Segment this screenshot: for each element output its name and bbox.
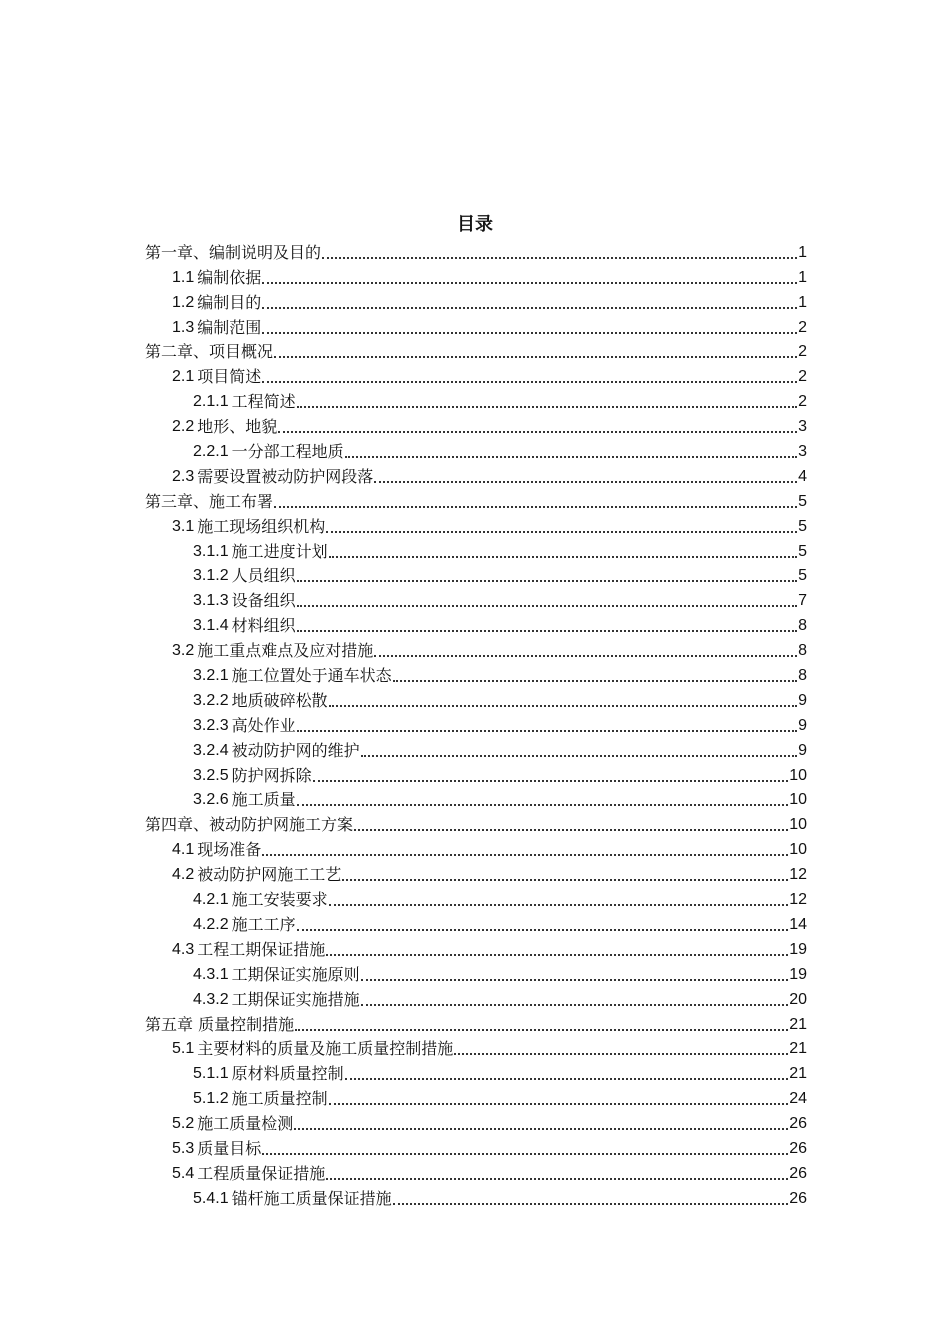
toc-entry-title: 原材料质量控制 bbox=[231, 1064, 344, 1084]
toc-entry-number: 2.3 bbox=[172, 467, 195, 485]
toc-entry-page: 9 bbox=[798, 716, 807, 734]
toc-entry[interactable] bbox=[145, 711, 807, 736]
toc-entry-title: 地形、地貌 bbox=[197, 417, 278, 437]
toc-entry-number: 3.2.5 bbox=[193, 766, 229, 784]
toc-dot-leader bbox=[262, 332, 797, 334]
toc-entry-page: 19 bbox=[789, 965, 807, 983]
toc-entry-page: 8 bbox=[798, 642, 807, 660]
toc-entry[interactable] bbox=[145, 1184, 807, 1209]
toc-entry-title: 质量目标 bbox=[197, 1138, 262, 1158]
toc-entry-number: 5.1 bbox=[172, 1040, 195, 1058]
toc-entry-title: 高处作业 bbox=[231, 715, 296, 735]
toc-dot-leader bbox=[294, 1128, 788, 1130]
toc-dot-leader bbox=[297, 406, 797, 408]
toc-entry-number: 3.2.1 bbox=[193, 667, 229, 685]
toc-entry-number: 1.2 bbox=[172, 293, 195, 311]
toc-dot-leader bbox=[345, 456, 797, 458]
toc-entry-title: 锚杆施工质量保证措施 bbox=[231, 1188, 392, 1208]
toc-entry-title: 工期保证实施措施 bbox=[231, 989, 360, 1009]
toc-entry[interactable] bbox=[145, 238, 807, 263]
toc-dot-leader bbox=[329, 1103, 789, 1105]
toc-dot-leader bbox=[313, 780, 789, 782]
toc-entry-title: 施工质量控制 bbox=[231, 1089, 328, 1109]
toc-entry-title: 主要材料的质量及施工质量控制措施 bbox=[197, 1039, 454, 1059]
toc-dot-leader bbox=[361, 1004, 789, 1006]
toc-entry-title: 施工进度计划 bbox=[231, 541, 328, 561]
toc-entry-page: 21 bbox=[789, 1065, 807, 1083]
toc-entry-title: 施工现场组织机构 bbox=[197, 516, 326, 536]
toc-entry-title: 第三章、施工布署 bbox=[145, 491, 274, 511]
toc-dot-leader bbox=[326, 954, 788, 956]
toc-dot-leader bbox=[262, 1153, 788, 1155]
toc-entry-number: 5.4.1 bbox=[193, 1189, 229, 1207]
toc-dot-leader bbox=[374, 655, 797, 657]
toc-dot-leader bbox=[361, 979, 789, 981]
toc-entry-number: 3.2 bbox=[172, 642, 195, 660]
toc-entry-title: 设备组织 bbox=[231, 591, 296, 611]
toc-entry-title: 一分部工程地质 bbox=[231, 442, 344, 462]
toc-dot-leader bbox=[393, 1203, 789, 1205]
toc-entry-page: 14 bbox=[789, 915, 807, 933]
toc-dot-leader bbox=[345, 1078, 789, 1080]
toc-entry-page: 10 bbox=[789, 841, 807, 859]
toc-entry-title: 施工质量 bbox=[231, 790, 296, 810]
toc-entry[interactable] bbox=[145, 860, 807, 885]
toc-entry-page: 8 bbox=[798, 667, 807, 685]
toc-entry-title: 地质破碎松散 bbox=[231, 690, 328, 710]
toc-entry[interactable] bbox=[145, 1109, 807, 1134]
toc-entry-page: 19 bbox=[789, 940, 807, 958]
toc-entry[interactable] bbox=[145, 462, 807, 487]
toc-entry-page: 9 bbox=[798, 741, 807, 759]
toc-entry-number: 3.2.2 bbox=[193, 691, 229, 709]
toc-entry-title: 施工质量检测 bbox=[197, 1114, 294, 1134]
toc-entry[interactable] bbox=[145, 537, 807, 562]
toc-entry-number: 4.2 bbox=[172, 866, 195, 884]
toc-entry-number: 3.1.3 bbox=[193, 592, 229, 610]
toc-entry-page: 5 bbox=[798, 492, 807, 510]
toc-dot-leader bbox=[297, 605, 797, 607]
toc-dot-leader bbox=[354, 829, 788, 831]
toc-entry-page: 2 bbox=[798, 368, 807, 386]
toc-entry-number: 5.3 bbox=[172, 1139, 195, 1157]
toc-entry[interactable] bbox=[145, 412, 807, 437]
toc-dot-leader bbox=[326, 1178, 788, 1180]
toc-entry-page: 26 bbox=[789, 1189, 807, 1207]
toc-dot-leader bbox=[278, 431, 797, 433]
toc-entry[interactable] bbox=[145, 661, 807, 686]
toc-entry-page: 10 bbox=[789, 766, 807, 784]
toc-entry-number: 4.1 bbox=[172, 841, 195, 859]
toc-entry-title: 需要设置被动防护网段落 bbox=[197, 466, 374, 486]
toc-entry[interactable] bbox=[145, 313, 807, 338]
toc-entry-page: 1 bbox=[798, 268, 807, 286]
toc-entry[interactable] bbox=[145, 338, 807, 363]
toc-entry-title: 编制范围 bbox=[197, 317, 262, 337]
toc-entry-title: 现场准备 bbox=[197, 840, 262, 860]
toc-dot-leader bbox=[262, 854, 788, 856]
toc-entry-page: 24 bbox=[789, 1090, 807, 1108]
toc-entry-page: 10 bbox=[789, 816, 807, 834]
toc-dot-leader bbox=[454, 1053, 788, 1055]
toc-entry-number: 4.3.2 bbox=[193, 990, 229, 1008]
toc-entry-number: 2.1.1 bbox=[193, 393, 229, 411]
toc-entry-page: 21 bbox=[789, 1040, 807, 1058]
toc-entry-number: 4.3 bbox=[172, 940, 195, 958]
toc-entry[interactable] bbox=[145, 761, 807, 786]
toc-entry-number: 3.1.2 bbox=[193, 567, 229, 585]
toc-entry[interactable] bbox=[145, 437, 807, 462]
toc-entry[interactable] bbox=[145, 562, 807, 587]
toc-entry[interactable] bbox=[145, 611, 807, 636]
toc-entry-number: 3.2.3 bbox=[193, 716, 229, 734]
toc-entry[interactable] bbox=[145, 935, 807, 960]
toc-entry[interactable] bbox=[145, 263, 807, 288]
toc-entry[interactable] bbox=[145, 910, 807, 935]
toc-entry-title: 被动防护网的维护 bbox=[231, 740, 360, 760]
toc-entry-number: 4.2.2 bbox=[193, 915, 229, 933]
toc-entry-page: 5 bbox=[798, 517, 807, 535]
toc-entry-title: 施工重点难点及应对措施 bbox=[197, 641, 374, 661]
toc-entry-number: 1.1 bbox=[172, 268, 195, 286]
toc-entry-page: 1 bbox=[798, 293, 807, 311]
toc-entry-page: 1 bbox=[798, 243, 807, 261]
toc-entry-number: 2.1 bbox=[172, 368, 195, 386]
toc-entry-page: 8 bbox=[798, 617, 807, 635]
toc-entry-number: 5.1.1 bbox=[193, 1065, 229, 1083]
table-of-contents bbox=[145, 238, 807, 1209]
toc-entry-title: 施工位置处于通车状态 bbox=[231, 666, 392, 686]
toc-entry[interactable] bbox=[145, 362, 807, 387]
toc-dot-leader bbox=[262, 307, 797, 309]
toc-entry-title: 工程工期保证措施 bbox=[197, 939, 326, 959]
toc-entry-page: 10 bbox=[789, 791, 807, 809]
toc-entry-page: 5 bbox=[798, 542, 807, 560]
toc-entry-page: 3 bbox=[798, 418, 807, 436]
toc-entry[interactable] bbox=[145, 387, 807, 412]
toc-entry-page: 26 bbox=[789, 1115, 807, 1133]
toc-entry-page: 2 bbox=[798, 393, 807, 411]
toc-entry[interactable] bbox=[145, 1010, 807, 1035]
toc-entry-number: 3.1.4 bbox=[193, 617, 229, 635]
toc-entry-number: 3.1.1 bbox=[193, 542, 229, 560]
toc-entry-number: 3.2.6 bbox=[193, 791, 229, 809]
toc-dot-leader bbox=[297, 730, 797, 732]
toc-entry-number: 5.1.2 bbox=[193, 1090, 229, 1108]
toc-entry-title: 第四章、被动防护网施工方案 bbox=[145, 815, 354, 835]
toc-entry-title: 第五章 质量控制措施 bbox=[145, 1014, 295, 1034]
toc-entry[interactable] bbox=[145, 1134, 807, 1159]
toc-dot-leader bbox=[262, 282, 797, 284]
toc-entry[interactable] bbox=[145, 835, 807, 860]
toc-entry-title: 工程质量保证措施 bbox=[197, 1163, 326, 1183]
toc-entry[interactable] bbox=[145, 487, 807, 512]
toc-entry-title: 材料组织 bbox=[231, 616, 296, 636]
toc-entry[interactable] bbox=[145, 686, 807, 711]
toc-entry[interactable] bbox=[145, 885, 807, 910]
toc-entry-page: 2 bbox=[798, 318, 807, 336]
toc-entry[interactable] bbox=[145, 1035, 807, 1060]
toc-entry-title: 编制目的 bbox=[197, 292, 262, 312]
toc-dot-leader bbox=[295, 1029, 788, 1031]
toc-entry[interactable] bbox=[145, 636, 807, 661]
toc-dot-leader bbox=[329, 705, 797, 707]
toc-entry-number: 3.2.4 bbox=[193, 741, 229, 759]
toc-entry-title: 第一章、编制说明及目的 bbox=[145, 242, 322, 262]
toc-entry-title: 第二章、项目概况 bbox=[145, 342, 274, 362]
toc-entry[interactable] bbox=[145, 1059, 807, 1084]
toc-entry[interactable] bbox=[145, 786, 807, 811]
toc-entry-number: 2.2.1 bbox=[193, 443, 229, 461]
toc-dot-leader bbox=[274, 506, 797, 508]
toc-entry[interactable] bbox=[145, 810, 807, 835]
toc-entry[interactable] bbox=[145, 1159, 807, 1184]
toc-entry-page: 21 bbox=[789, 1015, 807, 1033]
toc-entry[interactable] bbox=[145, 960, 807, 985]
toc-dot-leader bbox=[297, 580, 797, 582]
toc-dot-leader bbox=[326, 531, 797, 533]
toc-entry-title: 项目简述 bbox=[197, 367, 262, 387]
toc-dot-leader bbox=[393, 680, 797, 682]
toc-dot-leader bbox=[274, 356, 797, 358]
toc-entry-page: 2 bbox=[798, 343, 807, 361]
toc-dot-leader bbox=[297, 804, 789, 806]
toc-dot-leader bbox=[262, 381, 797, 383]
toc-entry-number: 2.2 bbox=[172, 418, 195, 436]
toc-entry-number: 5.2 bbox=[172, 1115, 195, 1133]
toc-entry-page: 12 bbox=[789, 891, 807, 909]
toc-entry-number: 4.2.1 bbox=[193, 891, 229, 909]
toc-entry-title: 防护网拆除 bbox=[231, 765, 312, 785]
toc-dot-leader bbox=[329, 904, 789, 906]
toc-dot-leader bbox=[329, 556, 797, 558]
toc-dot-leader bbox=[374, 481, 797, 483]
toc-entry-page: 7 bbox=[798, 592, 807, 610]
toc-entry-page: 4 bbox=[798, 467, 807, 485]
toc-entry[interactable] bbox=[145, 985, 807, 1010]
toc-entry-page: 26 bbox=[789, 1139, 807, 1157]
toc-entry-title: 人员组织 bbox=[231, 566, 296, 586]
toc-entry-page: 26 bbox=[789, 1164, 807, 1182]
toc-entry-page: 9 bbox=[798, 691, 807, 709]
toc-dot-leader bbox=[361, 755, 797, 757]
toc-entry[interactable] bbox=[145, 288, 807, 313]
toc-entry-number: 1.3 bbox=[172, 318, 195, 336]
toc-entry-number: 4.3.1 bbox=[193, 965, 229, 983]
toc-entry-page: 3 bbox=[798, 443, 807, 461]
toc-entry-title: 编制依据 bbox=[197, 267, 262, 287]
toc-entry-number: 5.4 bbox=[172, 1164, 195, 1182]
toc-entry[interactable] bbox=[145, 1084, 807, 1109]
toc-title: 目录 bbox=[457, 214, 493, 235]
toc-dot-leader bbox=[297, 630, 797, 632]
toc-entry-page: 5 bbox=[798, 567, 807, 585]
toc-entry-title: 施工安装要求 bbox=[231, 890, 328, 910]
toc-dot-leader bbox=[297, 929, 789, 931]
toc-entry-title: 工程简述 bbox=[231, 392, 296, 412]
toc-entry-number: 3.1 bbox=[172, 517, 195, 535]
toc-entry[interactable] bbox=[145, 512, 807, 537]
toc-entry[interactable] bbox=[145, 736, 807, 761]
toc-dot-leader bbox=[342, 879, 788, 881]
toc-dot-leader bbox=[322, 257, 797, 259]
toc-entry[interactable] bbox=[145, 586, 807, 611]
toc-entry-title: 施工工序 bbox=[231, 914, 296, 934]
toc-entry-page: 12 bbox=[789, 866, 807, 884]
toc-entry-title: 工期保证实施原则 bbox=[231, 964, 360, 984]
toc-entry-page: 20 bbox=[789, 990, 807, 1008]
toc-entry-title: 被动防护网施工工艺 bbox=[197, 865, 342, 885]
